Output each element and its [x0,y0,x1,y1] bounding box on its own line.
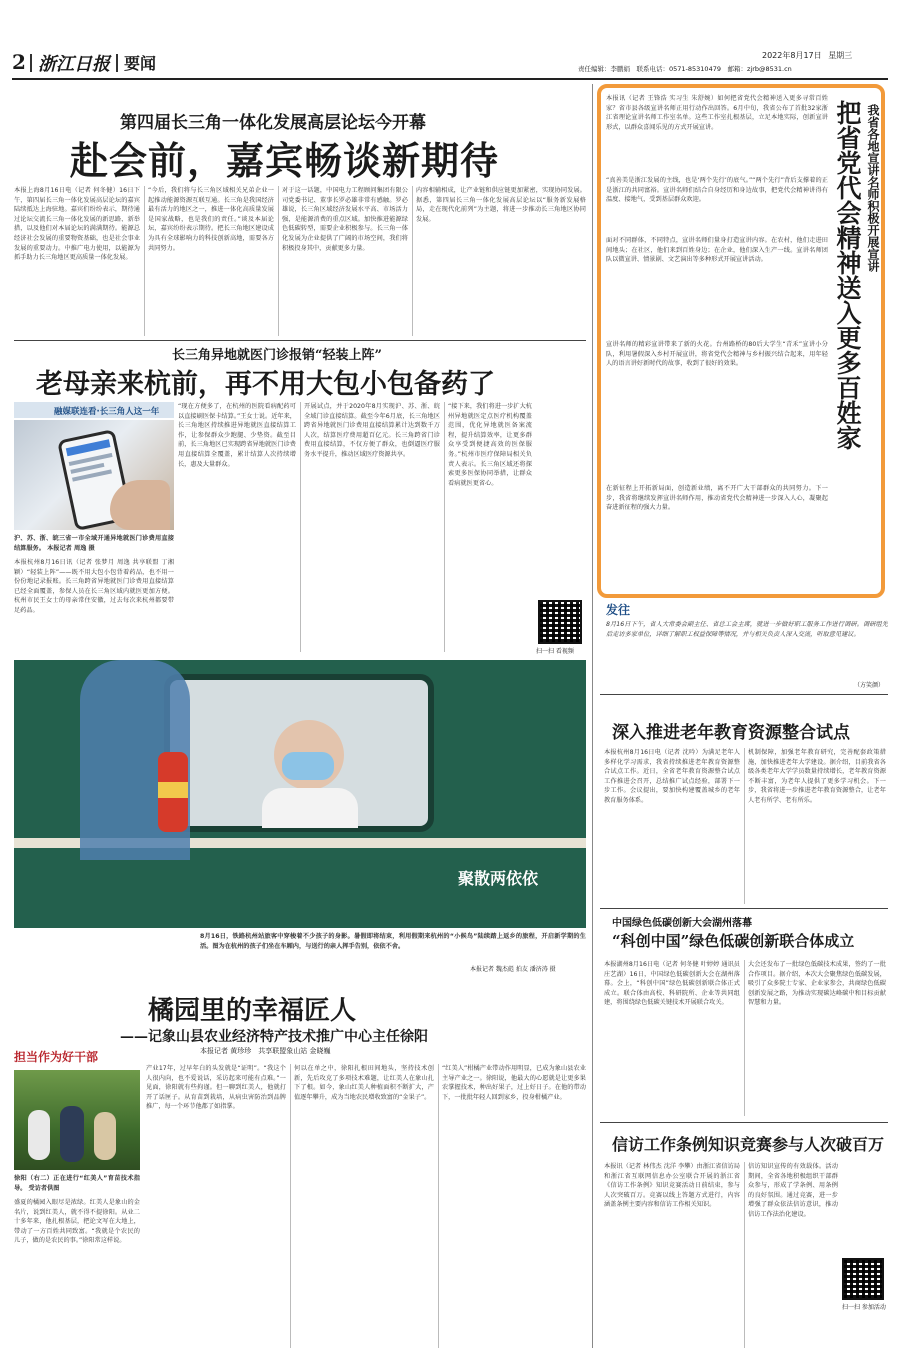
partial-block-text: 8月16日下午，省人大常委会副主任、省总工会主席，就进一步做好职工服务工作进行调研。调研组先后走访多家单位，详细了解职工权益保障等情况，并与相关负责人深入交流，听取意见建议。 [606,621,888,638]
lead-col-1: 本报上海8月16日电（记者 何冬健）16日下午，第四届长三角一体化发展高层论坛的嘉宾陆续抵达上海驻地。嘉宾们纷纷表示，期待通过论坛交流长三角一体化发展的新思路、新举措，以及他们对本届论坛的满满期待。能源总经济社会发展的重要物资基础，也是社会事业发展的重要动力。中推广电力使用，以能源为抓手助力长三角地区更高质量一体化发展。 [14,187,140,262]
face-mask [282,752,334,780]
partial-block-credit: （方笑颜） [854,682,885,689]
second-headline: 老母亲来杭前，再不用大包小包备药了 [36,369,495,400]
person-1 [28,1110,50,1160]
second-col-1: 本报杭州8月16日讯（记者 张梦月 周逸 共享联盟 丁湘颖）“轻装上阵”——既不用大包小包背着药品，也不用一份份地记录报账。长三角跨省异地就医门诊费用直接结算已经全面覆盖，参保人员在长三角区域内就医更加方便。杭州市民王女士的母亲常住安徽，过去每次来杭州都要带足药品。 [14,559,174,614]
highlight-col-5: 在新征程上开拓新局面，创造新业绩，离不开广大干部群众的共同努力。下一步，我省将继续发挥宣讲名师作用，推动省党代会精神进一步深入人心，凝聚起奋进新征程的强大力量。 [606,485,828,512]
elder-col-1: 本报杭州8月16日电（记者 沈吟）为满足老年人多样化学习需求，我省持续推进老年教育资源整合试点工作。近日，全省老年教育资源整合试点工作推进会召开，总结推广试点经验，部署下一步工作。会议提出，要加快构建覆盖城乡的老年教育服务体系。 [604,749,740,804]
second-col-4: “接下来，我们将进一步扩大杭州异地就医定点医疗机构覆盖范围，优化异地就医备案流程，提升结算效率，让更多群众享受到便捷高效的医保服务。”杭州市医疗保障局相关负责人表示。长三角区域还将探索更多医保协同举措，让群众看病就医更省心。 [448,403,532,487]
elder-headline: 深入推进老年教育资源整合试点 [612,723,850,743]
orchard-photo [14,1070,140,1170]
phone-photo [14,420,174,530]
green-col-1: 本报湖州8月16日电（记者 何冬健 叶婷婷 通讯员 庄艺湖）16日，中国绿色低碳创新大会在湖州落幕。会上，“科创中国”绿色低碳创新联合体正式成立。联合体由高校、科研院所、企业等共同组建，将围绕绿色低碳关键技术开展联合攻关。 [604,961,740,1007]
section-divider [600,694,888,695]
lead-headline: 赴会前，嘉宾畅谈新期待 [70,138,500,183]
column-divider [290,1064,291,1348]
third-byline: 本报记者 黄珍珍 共享联盟象山站 金晓巍 [200,1047,331,1055]
contest-col-1: 本报讯（记者 林伟杰 沈洋 李攀）由浙江省信访局和浙江省互联网信息办公室联合开展的浙江省《信访工作条例》知识竞赛活动日前结束，参与人次突破百万。竞赛以线上答题方式进行，内容涵盖条例主要内容和信访工作相关知识。 [604,1163,740,1209]
orchard-photo-caption: 徐阳（右二）正在进行“红美人”育苗技术指导。 受访者供图 [14,1175,140,1192]
train-window-frame [164,674,434,832]
column-divider [744,960,745,1116]
partial-block-label: 发往 [606,603,631,617]
highlight-col-2: “真善美是浙江发展的主线，也是‘两个先行’的底气。”“两个先行”背后支撑着的正是浙江的共同富裕。宣讲名师们结合自身经历和身边故事，把党代会精神讲得有温度、接地气，受到基层群众欢迎。 [606,177,828,204]
masthead-rule [12,78,888,80]
second-col-2: “现在方便多了，在杭州的医院看病配药可以直接刷医保卡结算。”王女士说。近年来，长三角地区持续推进异地就医直接结算工作，让参保群众少跑腿、少垫资。截至目前，长三角地区已实现跨省异地就医门诊费用直接结算全覆盖，累计结算人次持续增长，惠及大量群众。 [178,403,296,468]
person-3 [94,1112,116,1160]
qr-label: 扫一扫 看视频 [536,648,574,655]
contest-headline: 信访工作条例知识竞赛参与人次破百万 [612,1135,885,1154]
highlight-vertical-kicker: 我省各地宣讲名师积极开展宣讲 [866,104,880,272]
person-2 [60,1106,84,1162]
photo-feature-title: 聚散两依依 [458,869,539,888]
page-column-divider [592,84,593,1348]
section-divider [600,1122,888,1123]
qr-code[interactable] [538,600,582,644]
column-divider [438,1064,439,1348]
green-col-2: 大会还发布了一批绿色低碳技术成果，签约了一批合作项目。据介绍，本次大会聚焦绿色低碳发展，吸引了众多院士专家、企业家参会，共商绿色低碳创新发展之路，为推动实现碳达峰碳中和目标贡献智慧和力量。 [748,961,886,1007]
drink-bottle [158,752,188,832]
masthead-divider [30,54,32,72]
column-divider [300,402,301,652]
third-headline: 橘园里的幸福匠人 [148,996,357,1026]
masthead [12,48,888,78]
highlight-vertical-headline: 把省党代会精神送入更多百姓家 [833,100,862,450]
qr-label: 扫一扫 参加活动 [842,1304,886,1311]
second-col-3: 开展试点，并于2020年8月实现沪、苏、浙、皖全域门诊直接结算。截至今年6月底，长三角地区跨省异地就医门诊费用直接结算累计达到数千万人次，结算医疗费用超百亿元。长三角跨省门诊费用直接结算，不仅方便了群众，也倒逼医疗服务水平提升，推动区域医疗资源共享。 [304,403,440,458]
column-divider [744,1162,745,1348]
train-photo-credit: 本报记者 魏杰彪 拍友 潘济涛 摄 [470,966,556,973]
lead-col-3: 对于这一话题，中国电力工程顾问集团有限公司党委书记、董事长罗必雄非常有感触。罗必雄说，长三角区域经济发展水平高、市场活力强，是能源消费的重点区域。加快推进能源绿色低碳转型，需要企业积极参与。长三角一体化发展为企业提供了广阔的市场空间，我们将积极投身其中，贡献更多力量。 [282,187,408,252]
column-divider [744,748,745,904]
second-kicker: 长三角异地就医门诊报销“轻装上阵” [172,348,382,363]
elder-col-2: 机制保障，加强老年教育研究，完善配套政策措施，加快推进老年大学建设。据介绍，目前我省各级各类老年大学学员数量持续增长，老年教育资源不断丰富，为老年人提供了更多学习机会。下一步，我省将进一步推进老年教育资源整合，让老年人老有所学、老有所乐。 [748,749,886,804]
editor-line: 责任编辑：李鹏娟 联系电话：0571-85310479 邮箱：zjrb@8531.cn [578,65,792,73]
section-name: 要闻 [124,54,157,73]
column-divider [444,402,445,652]
section-divider [14,340,586,341]
page-number: 2 [12,50,26,74]
third-col-3: 何以在单之中，徐阳扎根田间地头，坚持技术创新，先后攻克了多项技术难题，让红美人在象山扎下了根。如今，象山红美人种植面积不断扩大，产值逐年攀升，成为当地农民增收致富的“金果子”。 [294,1065,434,1101]
phone-photo-caption: 沪、苏、浙、皖三省一市全域开通异地就医门诊费用直接结算服务。 本报记者 周逸 摄 [14,535,174,552]
highlight-col-3: 面对不同群体，不同特点，宣讲名师们量身打造宣讲内容。在农村，他们走进田间地头；在社区，他们来到百姓身边；在企业，他们深入生产一线。宣讲名师团队以微宣讲、情景剧、文艺演出等多种形式开展宣讲活动。 [606,237,828,264]
train-photo [14,660,586,928]
column-divider [412,186,413,336]
masthead-divider-2 [116,54,118,72]
column-label-bar [14,402,174,418]
section-divider [600,908,888,909]
train-photo-caption: 8月16日，铁路杭州站旅客中穿梭着不少孩子的身影。暑假即将结束，利用假期来杭州的“小候鸟”陆续踏上返乡的旅程，开启新学期的生活。图为在杭州的孩子们坐在车厢内，与送行的亲人挥手告别，依依不舍。 [200,933,586,950]
lead-kicker: 第四届长三角一体化发展高层论坛今开幕 [120,113,426,133]
green-headline: “科创中国”绿色低碳创新联合体成立 [612,932,855,950]
lead-col-4: 内容相辅相成，让产业链和供应链更加紧密，实现协同发展。据悉，第四届长三角一体化发展高层论坛以“服务新发展格局，走在现代化前列”为主题，将进一步推动长三角地区协同发展。 [416,187,586,223]
column-divider [144,186,145,336]
lead-col-2: “今后，我们将与长三角区域相关兄弟企业一起推动能源资源互联互通。长三角是我国经济最有活力的地区之一，推进一体化高质量发展是国家战略，也是我们的责任。”谈及本届论坛，嘉宾纷纷表示期待。把长三角地区建设成为具有全球影响力的科技创新高地，需要各方共同努力。 [148,187,274,252]
column-label: 融媒联连看·长三角人这一年 [54,407,160,417]
qr-code[interactable] [842,1258,884,1300]
passenger-shirt [262,788,358,828]
issue-date-text: 2022年8月17日 [762,51,822,60]
green-kicker: 中国绿色低碳创新大会湖州落幕 [612,918,752,929]
column-divider [278,186,279,336]
third-col-2: 产业17年，过早年白的头发就是“证明”。“我这个人很内向，也不爱说话，采访起来可能有点难。”一见面，徐阳就有些拘谨。但一聊到红美人，他就打开了话匣子。从育苗到栽培，从病虫害防治到品牌推广，每一个环节他都了如指掌。 [146,1065,286,1111]
paper-name: 浙江日报 [38,54,110,75]
bottle-label [158,782,188,798]
hand-shape [110,480,170,530]
third-col-4: “红美人”柑橘产业带动作用明显，已成为象山县农业主导产业之一。徐阳说，他最大的心愿就是让更多果农掌握技术，种出好果子，过上好日子。在他的带动下，一批批年轻人回到家乡，投身柑橘产业。 [442,1065,586,1101]
phone-screen-line [69,453,113,466]
issue-weekday: 星期三 [828,51,853,60]
contest-col-2: 信访知识宣传的有效载体。活动期间，全省各地积极组织干部群众参与，形成了学条例、用条例的良好氛围。通过竞赛，进一步增强了群众依法信访意识，推动信访工作法治化建设。 [748,1163,838,1218]
issue-date [762,50,852,61]
third-col-1: 盛夏的橘园入眼尽是浓绿。红美人是象山的金名片，说到红美人，就不得不提徐阳。从业二十多年来，他扎根基层，把论文写在大地上，带动了一方百姓共同致富。“我就是个农民的儿子，做的是农民的事。”徐阳常这样说。 [14,1199,140,1245]
highlight-col-4: 宣讲名师的精彩宣讲带来了新的火花。台州路桥的80后大学生“青禾”宣讲小分队，利用暑假深入乡村开展宣讲，将省党代会精神与乡村振兴结合起来，用年轻人的语言讲好新时代的故事，收到了很好的效果。 [606,341,828,368]
cadre-column-label: 担当作为好干部 [14,1050,99,1064]
third-subhead: ——记象山县农业经济特产技术推广中心主任徐阳 [120,1029,428,1045]
highlight-col-1: 本报讯（记者 王锋浩 实习生 朱舒婉）如何把省党代会精神送入更多寻常百姓家？省市县各级宣讲名师正用行动作出回答。6月中旬，我省公布了首批32家浙江省理论宣讲名师工作室名单。这些工作室扎根基层，立足本地实际，创新宣讲形式，以群众喜闻乐见的方式开展宣讲。 [606,95,828,131]
